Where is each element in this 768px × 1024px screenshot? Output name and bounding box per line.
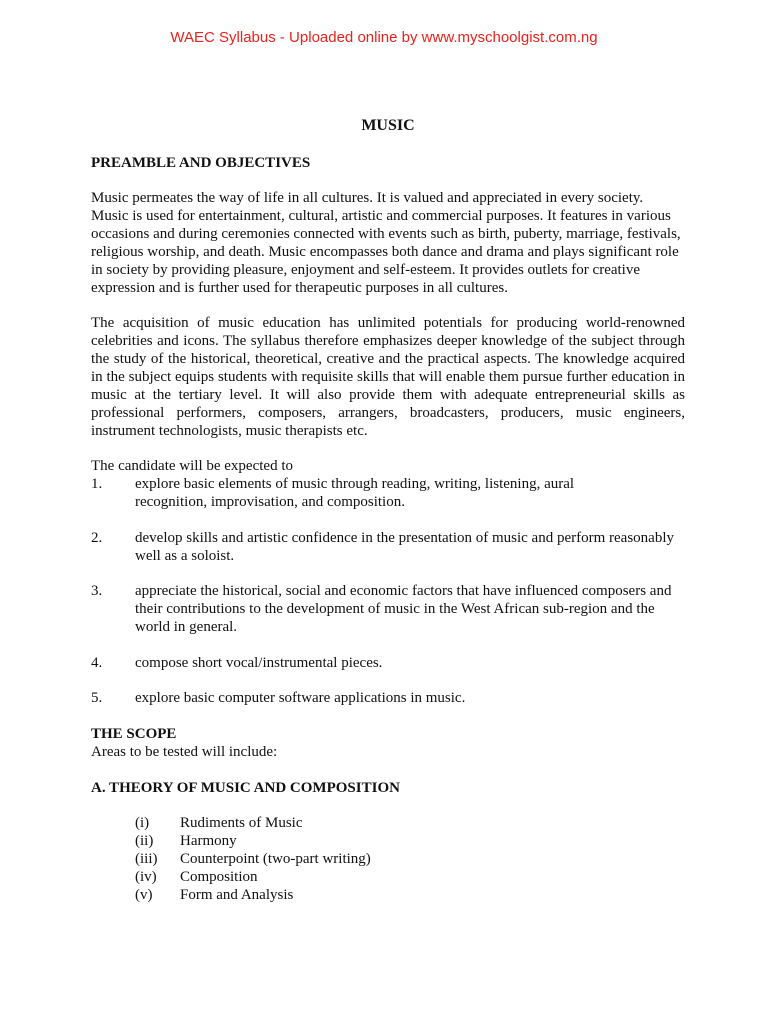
objective-number: 2. bbox=[91, 530, 103, 546]
list-item bbox=[135, 850, 535, 868]
topic-text: Rudiments of Music bbox=[180, 815, 303, 831]
topic-text: Counterpoint (two-part writing) bbox=[180, 851, 371, 867]
list-item bbox=[135, 886, 535, 904]
objective-line: world in general. bbox=[135, 619, 238, 635]
objective-number: 4. bbox=[91, 655, 103, 671]
objective-line: recognition, improvisation, and composition. bbox=[135, 494, 405, 510]
topic-text: Form and Analysis bbox=[180, 887, 294, 903]
paragraph-line: in society by providing pleasure, enjoyment and self-esteem. It provides outlets for creative bbox=[91, 262, 641, 278]
section-a-topic-list bbox=[135, 814, 535, 904]
list-item bbox=[135, 814, 535, 832]
topic-number: (i) bbox=[135, 815, 150, 831]
objective-line: well as a soloist. bbox=[135, 548, 235, 564]
objective-text bbox=[135, 582, 685, 636]
topic-text: Harmony bbox=[180, 833, 237, 849]
topic-number: (iii) bbox=[135, 851, 158, 867]
preamble-paragraph-1 bbox=[91, 189, 685, 297]
objective-line: explore basic elements of music through reading, writing, listening, aural bbox=[135, 476, 575, 492]
paragraph-line: religious worship, and death. Music encompasses both dance and drama and plays significant role bbox=[91, 244, 679, 260]
objective-text bbox=[135, 529, 685, 565]
preamble-heading: PREAMBLE AND OBJECTIVES bbox=[91, 155, 311, 171]
page-title: MUSIC bbox=[361, 117, 415, 134]
topic-number: (ii) bbox=[135, 833, 154, 849]
topic-number: (v) bbox=[135, 887, 153, 903]
scope-subtitle: Areas to be tested will include: bbox=[91, 744, 278, 760]
paragraph-line: occasions and during ceremonies connected with events such as birth, puberty, marriage, festivals, bbox=[91, 226, 681, 242]
topic-text: Composition bbox=[180, 869, 258, 885]
header-banner: WAEC Syllabus - Uploaded online by www.myschoolgist.com.ng bbox=[170, 29, 598, 46]
objective-line: develop skills and artistic confidence in the presentation of music and perform reasonably bbox=[135, 530, 674, 546]
objective-line: appreciate the historical, social and economic factors that have influenced composers and bbox=[135, 583, 672, 599]
topic-number: (iv) bbox=[135, 869, 157, 885]
objective-line: explore basic computer software applications in music. bbox=[135, 690, 466, 706]
objective-text bbox=[135, 475, 685, 511]
objective-text bbox=[135, 654, 685, 672]
paragraph-line: Music is used for entertainment, cultural, artistic and commercial purposes. It features in various bbox=[91, 208, 671, 224]
list-item bbox=[135, 832, 535, 850]
paragraph-line: Music permeates the way of life in all cultures. It is valued and appreciated in every society. bbox=[91, 190, 644, 206]
section-a-heading: A. THEORY OF MUSIC AND COMPOSITION bbox=[91, 780, 400, 796]
objective-number: 1. bbox=[91, 476, 103, 492]
objective-text bbox=[135, 689, 685, 707]
objective-line: compose short vocal/instrumental pieces. bbox=[135, 655, 383, 671]
objective-line: their contributions to the development of music in the West African sub-region and the bbox=[135, 601, 655, 617]
objective-number: 3. bbox=[91, 583, 103, 599]
scope-heading: THE SCOPE bbox=[91, 726, 177, 742]
paragraph-line: expression and is further used for therapeutic purposes in all cultures. bbox=[91, 280, 508, 296]
preamble-paragraph-2: The acquisition of music education has unlimited potentials for producing world-renowned celebrities and icons. The syllabus therefore emphasizes deeper knowledge of the subject through the study of the historical, theoretical, creative and the practical aspects. The knowledge acquired in the subject equips students with requisite skills that will enable them pursue further education in music at the tertiary level. It will also provide them with adequate entrepreneurial skills as professional performers, composers, arrangers, broadcasters, producers, music engineers, instrument technologists, music therapists etc. bbox=[91, 315, 685, 439]
objectives-lead: The candidate will be expected to bbox=[91, 458, 293, 474]
objective-number: 5. bbox=[91, 690, 103, 706]
list-item bbox=[135, 868, 535, 886]
